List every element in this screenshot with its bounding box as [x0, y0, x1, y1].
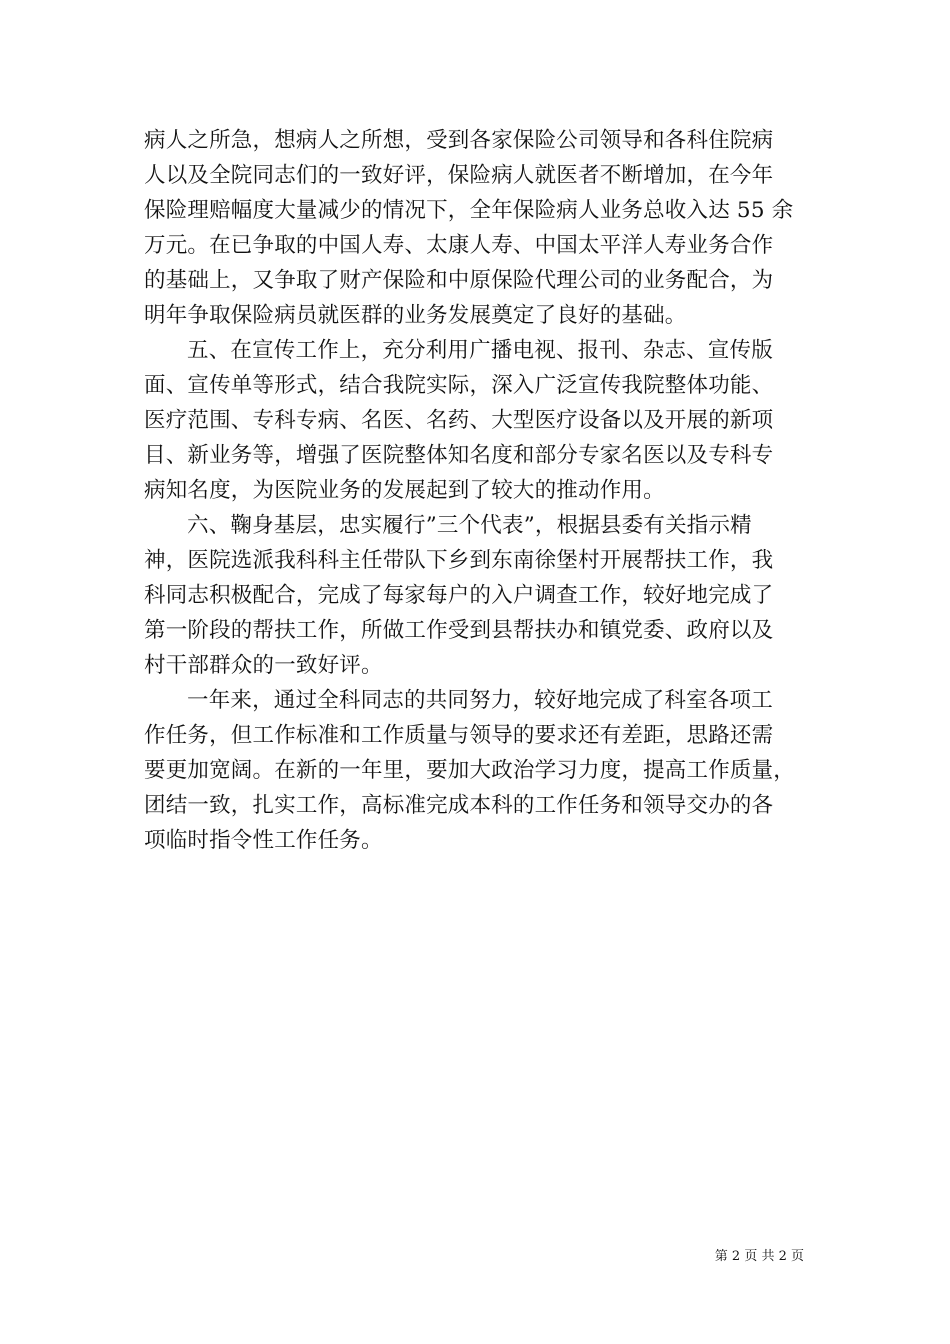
paragraph-insurance-continued: [144, 123, 808, 333]
text-line: 项临时指令性工作任务。: [144, 828, 383, 853]
text-line: 村干部群众的一致好评。: [144, 653, 383, 678]
text-line: 科同志积极配合，完成了每家每户的入户调查工作，较好地完成了: [144, 583, 774, 608]
text-line: 神，医院选派我科科主任带队下乡到东南徐堡村开展帮扶工作，我: [144, 548, 774, 573]
paragraph-grassroots: [144, 508, 808, 683]
page-number-footer: 第 2 页 共 2 页: [714, 1249, 804, 1264]
text-line: 目、新业务等，增强了医院整体知名度和部分专家名医以及专科专: [144, 443, 774, 468]
text-line: 团结一致，扎实工作，高标准完成本科的工作任务和领导交办的各: [144, 793, 774, 818]
text-line: 明年争取保险病员就医群的业务发展奠定了良好的基础。: [144, 303, 687, 328]
text-line: 一年来，通过全科同志的共同努力，较好地完成了科室各项工: [187, 688, 773, 713]
text-line: 病人之所急，想病人之所想，受到各家保险公司领导和各科住院病: [144, 128, 774, 153]
text-line: 万元。在已争取的中国人寿、太康人寿、中国太平洋人寿业务合作: [144, 233, 774, 258]
text-line: 的基础上，又争取了财产保险和中原保险代理公司的业务配合，为: [144, 268, 774, 293]
text-line: 作任务，但工作标准和工作质量与领导的要求还有差距，思路还需: [144, 723, 774, 748]
text-line: 面、宣传单等形式，结合我院实际，深入广泛宣传我院整体功能、: [144, 373, 774, 398]
paragraph-summary: [144, 683, 808, 858]
text-line: 医疗范围、专科专病、名医、名药、大型医疗设备以及开展的新项: [144, 408, 774, 433]
document-body: [144, 123, 808, 858]
paragraph-publicity: [144, 333, 808, 508]
text-line: 病知名度，为医院业务的发展起到了较大的推动作用。: [144, 478, 665, 503]
text-line: 人以及全院同志们的一致好评，保险病人就医者不断增加，在今年: [144, 163, 774, 188]
text-line: 六、鞠身基层，忠实履行”三个代表”，根据县委有关指示精: [187, 513, 752, 538]
text-line: 保险理赔幅度大量减少的情况下，全年保险病人业务总收入达 55 余: [144, 198, 794, 223]
text-line: 要更加宽阔。在新的一年里，要加大政治学习力度，提高工作质量，: [144, 758, 796, 783]
text-line: 五、在宣传工作上，充分利用广播电视、报刊、杂志、宣传版: [187, 338, 773, 363]
text-line: 第一阶段的帮扶工作，所做工作受到县帮扶办和镇党委、政府以及: [144, 618, 774, 643]
